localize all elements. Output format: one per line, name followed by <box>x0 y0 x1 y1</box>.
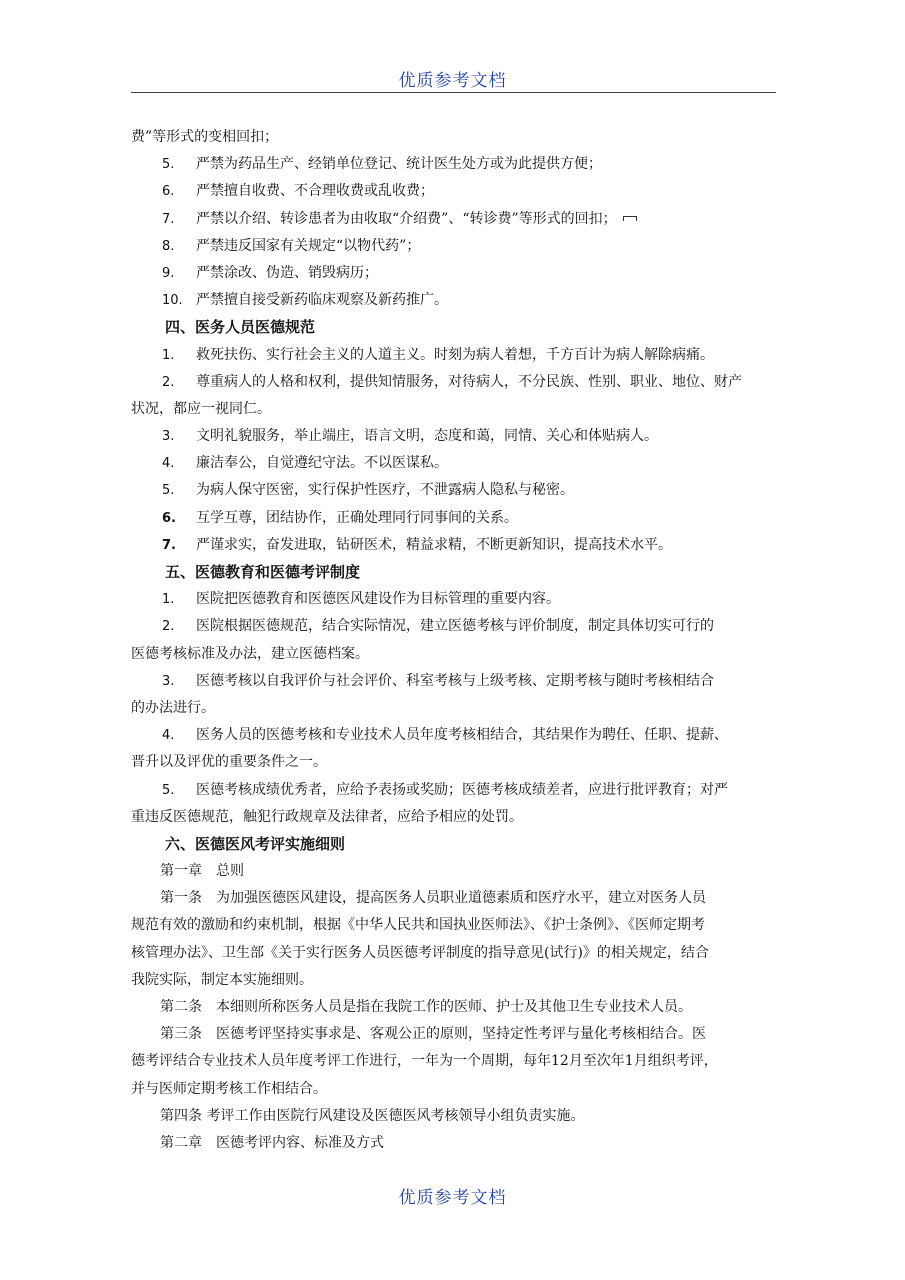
list-number: 5. <box>162 157 175 173</box>
document-body <box>131 124 779 1157</box>
list-text: 尊重病人的人格和权利，提供知情服务，对待病人，不分民族、性别、职业、地位、财产 <box>196 373 742 390</box>
continuation-line: 费”等形式的变相回扣； <box>131 129 279 145</box>
list-item <box>131 233 779 260</box>
page-header-title: 优质参考文档 <box>398 71 507 91</box>
list-item <box>131 369 779 396</box>
list-number: 1. <box>162 347 175 363</box>
list-text: 医德考核以自我评价与社会评价、科室考核与上级考核、定期考核与随时考核相结合 <box>196 672 714 689</box>
list-item <box>131 151 779 178</box>
list-text: 廉洁奉公，自觉遵纪守法。不以医谋私。 <box>196 455 448 472</box>
list-item <box>131 586 779 613</box>
list-text: 医务人员的医德考核和专业技术人员年度考核相结合，其结果作为聘任、任职、提薪、 <box>196 727 728 744</box>
list-item <box>131 532 779 559</box>
list-text: 医德考核成绩优秀者，应给予表扬或奖励；医德考核成绩差者，应进行批评教育；对严 <box>196 781 728 798</box>
list-item <box>131 260 779 287</box>
edit-mark-icon <box>623 216 637 221</box>
list-item <box>131 477 779 504</box>
section-heading-6: 六、医德医风考评实施细则 <box>165 834 346 853</box>
list-text: 严禁违反国家有关规定“以物代药”； <box>196 237 421 254</box>
list-number: 1. <box>162 592 175 608</box>
chapter-title: 第一章 总则 <box>160 863 244 880</box>
list-text-continued: 医德考核标准及办法，建立医德档案。 <box>131 645 369 662</box>
list-item <box>131 505 779 532</box>
list-text-continued: 重违反医德规范，触犯行政规章及法律者，应给予相应的处罚。 <box>131 808 523 825</box>
article-line: 并与医师定期考核工作相结合。 <box>131 1080 327 1097</box>
list-number: 7. <box>162 211 175 227</box>
list-item <box>131 450 779 477</box>
article-line: 规范有效的激励和约束机制，根据《中华人民共和国执业医师法》、《护士条例》、《医师定期考 <box>131 917 705 934</box>
list-number: 6. <box>162 184 175 200</box>
article-line: 核管理办法》、卫生部《关于实行医务人员医德考评制度的指导意见(试行)》的相关规定，结合 <box>131 944 709 961</box>
list-item <box>131 668 779 695</box>
list-item <box>131 206 779 233</box>
list-item <box>131 722 779 749</box>
list-text: 医院把医德教育和医德医风建设作为目标管理的重要内容。 <box>196 591 560 608</box>
list-number: 6. <box>162 510 176 526</box>
page-footer-title: 优质参考文档 <box>398 1188 507 1208</box>
list-number: 8. <box>162 238 175 254</box>
list-number: 2. <box>162 619 175 635</box>
list-number: 2. <box>162 374 175 390</box>
list-text-continued: 的办法进行。 <box>131 699 215 716</box>
list-number: 4. <box>162 456 175 472</box>
list-number: 5. <box>162 483 175 499</box>
article-line: 第二条 本细则所称医务人员是指在我院工作的医师、护士及其他卫生专业技术人员。 <box>160 999 692 1015</box>
list-text: 严禁以介绍、转诊患者为由收取“介绍费”、“转诊费”等形式的回扣； <box>196 210 617 227</box>
list-item <box>131 423 779 450</box>
list-number: 4. <box>162 728 175 744</box>
list-number: 9. <box>162 265 175 281</box>
list-text: 为病人保守医密，实行保护性医疗，不泄露病人隐私与秘密。 <box>196 482 574 499</box>
list-item <box>131 178 779 205</box>
article-line: 第一条 为加强医德医风建设，提高医务人员职业道德素质和医疗水平，建立对医务人员 <box>160 890 706 907</box>
chapter-title: 第二章 医德考评内容、标准及方式 <box>160 1134 384 1151</box>
list-text: 严禁擅自收费、不合理收费或乱收费； <box>196 183 434 200</box>
list-item <box>131 613 779 640</box>
list-text: 医院根据医德规范，结合实际情况，建立医德考核与评价制度，制定具体切实可行的 <box>196 618 714 635</box>
article-line: 第四条 考评工作由医院行风建设及医德医风考核领导小组负责实施。 <box>160 1107 585 1124</box>
list-text: 严禁擅自接受新药临床观察及新药推广。 <box>196 292 448 309</box>
list-text: 救死扶伤、实行社会主义的人道主义。时刻为病人着想，千方百计为病人解除病痛。 <box>196 346 714 363</box>
list-text-continued: 状况，都应一视同仁。 <box>131 400 271 417</box>
list-item <box>131 342 779 369</box>
list-item <box>131 777 779 804</box>
list-text: 互学互尊，团结协作，正确处理同行同事间的关系。 <box>196 509 518 526</box>
list-number: 3. <box>162 429 175 445</box>
article-line: 第三条 医德考评坚持实事求是、客观公正的原则，坚持定性考评与量化考核相结合。医 <box>160 1026 706 1043</box>
article-line: 德考评结合专业技术人员年度考评工作进行，一年为一个周期，每年12月至次年1月组织考评， <box>131 1053 718 1070</box>
list-item <box>131 287 779 314</box>
section-heading-4: 四、医务人员医德规范 <box>165 318 316 337</box>
list-number: 7. <box>162 537 176 553</box>
article-line: 我院实际，制定本实施细则。 <box>131 971 313 988</box>
list-text: 文明礼貌服务，举止端庄，语言文明，态度和蔼，同情、关心和体贴病人。 <box>196 428 658 445</box>
list-text: 严禁为药品生产、经销单位登记、统计医生处方或为此提供方便； <box>196 156 602 173</box>
list-number: 10. <box>162 293 183 309</box>
list-text: 严禁涂改、伪造、销毁病历； <box>196 264 378 281</box>
header-divider <box>131 92 776 93</box>
list-text: 严谨求实，奋发进取，钻研医术，精益求精，不断更新知识，提高技术水平。 <box>196 536 672 553</box>
list-text-continued: 晋升以及评优的重要条件之一。 <box>131 754 327 771</box>
list-number: 5. <box>162 782 175 798</box>
list-number: 3. <box>162 673 175 689</box>
section-heading-5: 五、医德教育和医德考评制度 <box>165 563 361 581</box>
